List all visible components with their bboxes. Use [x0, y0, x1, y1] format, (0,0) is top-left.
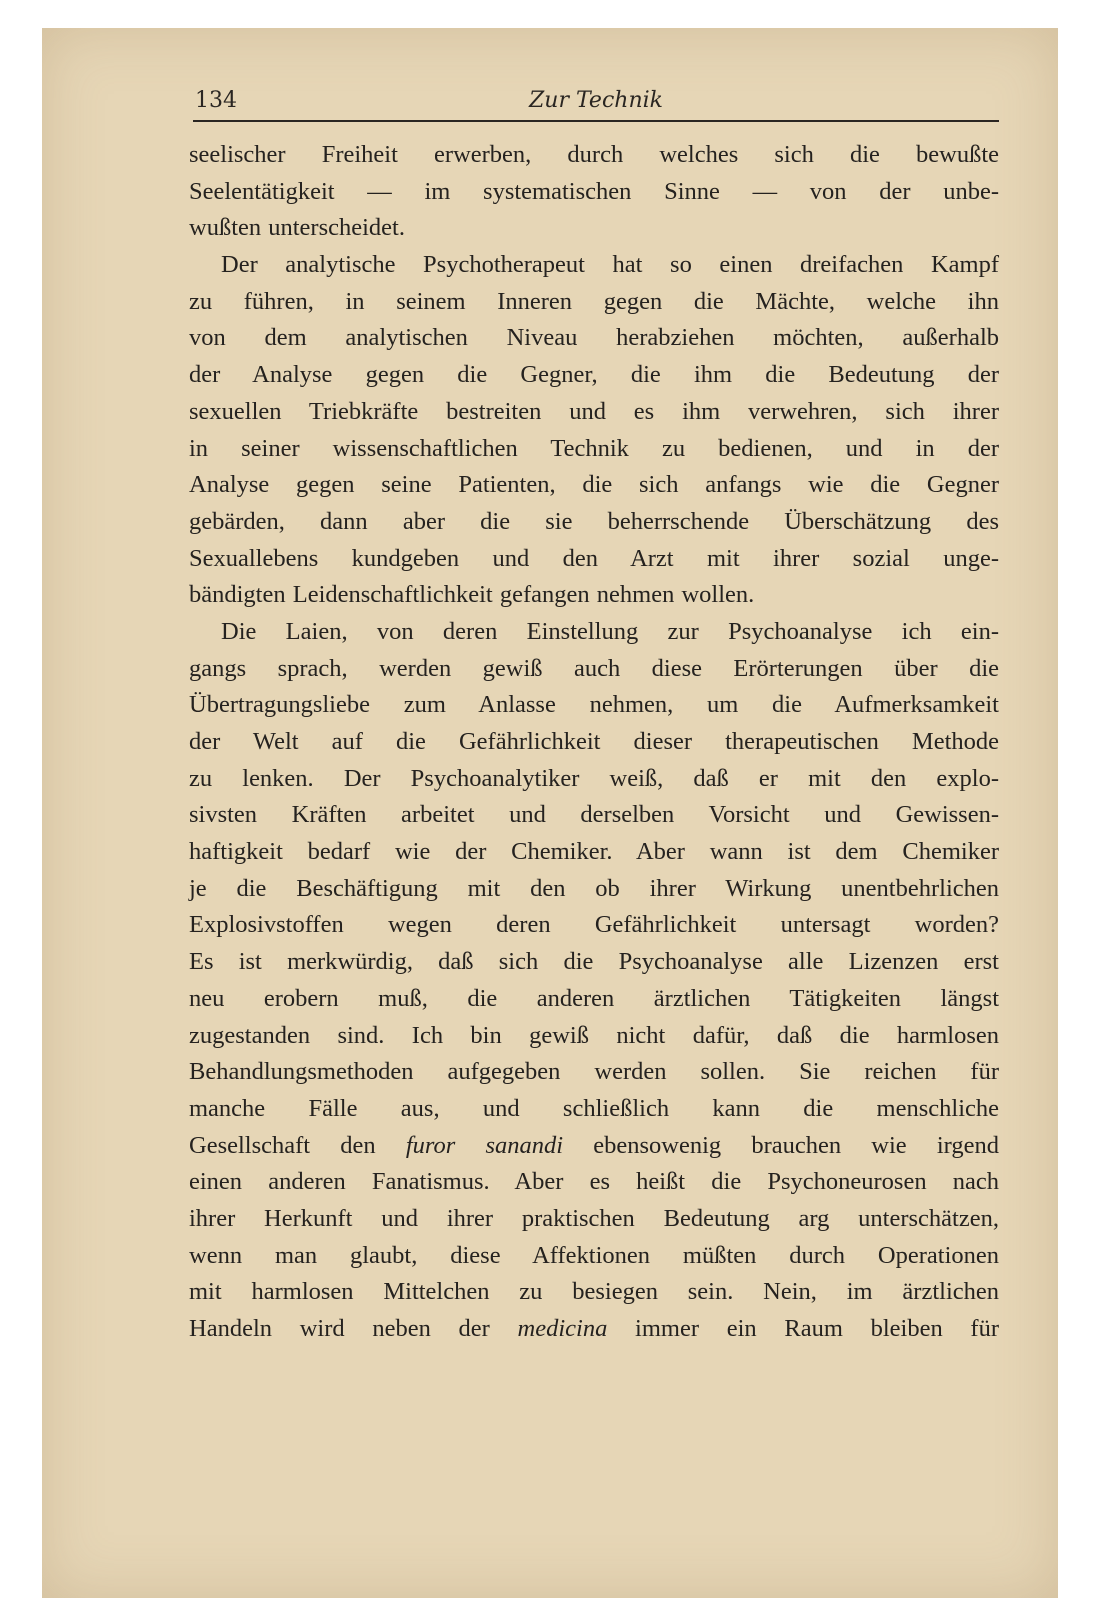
text-line: je die Beschäftigung mit den ob ihrer Wirkung unentbehrlichen	[189, 874, 999, 902]
text-line: sivsten Kräften arbeitet und derselben Vorsicht und Gewissen-	[189, 801, 999, 829]
page-number: 134	[195, 88, 237, 113]
text-line: Seelentätigkeit — im systematischen Sinne — von der unbe-	[189, 177, 999, 205]
text-line: der Analyse gegen die Gegner, die ihm die Bedeutung der	[189, 361, 999, 389]
text-line: von dem analytischen Niveau herabziehen möchten, außerhalb	[189, 324, 999, 352]
text-line: Die Laien, von deren Einstellung zur Psychoanalyse ich ein-	[221, 617, 999, 645]
text-line: zugestanden sind. Ich bin gewiß nicht dafür, daß die harmlosen	[189, 1021, 999, 1049]
text-segment: Gesellschaft den	[189, 1131, 406, 1159]
text-line: Analyse gegen seine Patienten, die sich anfangs wie die Gegner	[189, 471, 999, 499]
text-line: zu führen, in seinem Inneren gegen die Mächte, welche ihn	[189, 287, 999, 315]
text-line: Übertragungsliebe zum Anlasse nehmen, um die Aufmerksamkeit	[189, 691, 999, 719]
text-line: gebärden, dann aber die sie beherrschende Überschätzung des	[189, 507, 999, 535]
text-segment: Handeln wird neben der	[189, 1315, 518, 1342]
text-line: in seiner wissenschaftlichen Technik zu bedienen, und in der	[189, 434, 999, 462]
text-line	[189, 1128, 999, 1165]
italic-phrase: furor sanandi	[405, 1131, 564, 1159]
text-line: sexuellen Triebkräfte bestreiten und es ihm verwehren, sich ihrer	[189, 397, 999, 425]
text-line	[189, 1311, 999, 1348]
text-line: Der analytische Psychotherapeut hat so einen dreifachen Kampf	[221, 251, 999, 279]
body-text	[189, 137, 999, 1348]
text-line: ihrer Herkunft und ihrer praktischen Bedeutung arg unterschätzen,	[189, 1204, 999, 1232]
text-line: zu lenken. Der Psychoanalytiker weiß, daß er mit den explo-	[189, 764, 999, 792]
text-line: seelischer Freiheit erwerben, durch welches sich die bewußte	[189, 141, 999, 168]
text-line: Behandlungsmethoden aufgegeben werden sollen. Sie reichen für	[189, 1058, 999, 1086]
text-segment: immer ein Raum bleiben für	[607, 1315, 999, 1342]
page-header	[193, 84, 999, 122]
text-line: neu erobern muß, die anderen ärztlichen Tätigkeiten längst	[189, 984, 999, 1012]
text-line: Es ist merkwürdig, daß sich die Psychoanalyse alle Lizenzen erst	[189, 948, 999, 976]
text-line: bändigten Leidenschaftlichkeit gefangen nehmen wollen.	[189, 581, 755, 609]
text-line: einen anderen Fanatismus. Aber es heißt die Psychoneurosen nach	[189, 1168, 999, 1196]
text-line: haftigkeit bedarf wie der Chemiker. Aber wann ist dem Chemiker	[189, 838, 999, 866]
text-line: wenn man glaubt, diese Affektionen müßten durch Operationen	[189, 1241, 999, 1269]
text-segment: ebensowenig brauchen wie irgend	[563, 1131, 1000, 1159]
running-head: Zur Technik	[529, 88, 663, 113]
text-line: wußten unterscheidet.	[189, 214, 405, 242]
text-line: gangs sprach, werden gewiß auch diese Erörterungen über die	[189, 654, 999, 682]
text-line: Sexuallebens kundgeben und den Arzt mit ihrer sozial unge-	[189, 544, 999, 572]
text-line: Explosivstoffen wegen deren Gefährlichkeit untersagt worden?	[189, 911, 999, 939]
text-line: der Welt auf die Gefährlichkeit dieser therapeutischen Methode	[189, 728, 999, 755]
italic-phrase: medicina	[517, 1315, 608, 1342]
text-line: mit harmlosen Mittelchen zu besiegen sein. Nein, im ärztlichen	[189, 1278, 999, 1306]
text-line: manche Fälle aus, und schließlich kann die menschliche	[189, 1094, 999, 1122]
